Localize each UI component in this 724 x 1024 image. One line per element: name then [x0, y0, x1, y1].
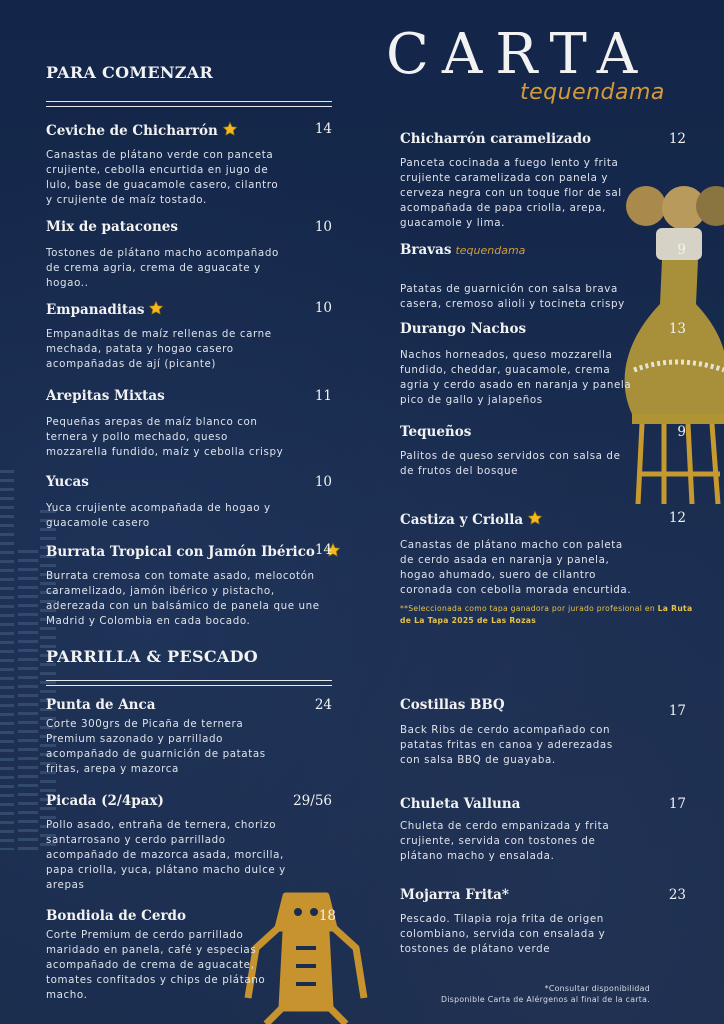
item-name: Arepitas Mixtas	[46, 388, 165, 404]
item-price: 23	[668, 887, 686, 903]
item-description: Panceta cocinada a fuego lento y frita crujiente caramelizada con panela y cerveza negra con un toque flor de sal acompañada de papa criolla, arepa, guacamole y lima.	[400, 157, 622, 229]
item-price: 12	[668, 510, 686, 526]
item-name: Yucas	[46, 474, 89, 490]
item-description: Chuleta de cerdo empanizada y frita crujiente, servida con tostones de plátano macho y ensalada.	[400, 820, 610, 862]
item-description: Patatas de guarnición con salsa brava casera, cremoso alioli y tocineta crispy	[400, 283, 625, 310]
item-price: 11	[314, 388, 332, 404]
item-name: Mix de patacones	[46, 219, 178, 235]
item-price: 18	[318, 908, 336, 924]
footnote	[441, 983, 650, 1005]
item-description: Yuca crujiente acompañada de hogao y guacamole casero	[46, 502, 271, 529]
allergens-note: Disponible Carta de Alérgenos al final de la carta.	[440, 995, 650, 1004]
item-name: Bondiola de Cerdo	[46, 908, 186, 924]
item-price: 17	[668, 796, 686, 812]
item-description: Corte Premium de cerdo parrillado maridado en panela, café y especias acompañado de crema de aguacate, tomates confitados y chips de plátano macho.	[46, 929, 266, 1001]
item-price: 29/56	[293, 793, 332, 809]
item-name: Costillas BBQ	[400, 697, 505, 713]
section-title-para-comenzar: PARA COMENZAR	[46, 63, 214, 82]
item-price: 9	[677, 242, 686, 258]
item-price: 10	[314, 219, 332, 235]
star-icon	[148, 300, 164, 316]
item-description: Pescado. Tilapia roja frita de origen colombiano, servida con ensalada y tostones de plátano verde	[400, 913, 606, 955]
item-description: Corte 300grs de Picaña de ternera Premium sazonado y parrillado acompañado de guarnición de patatas fritas, arepa y mazorca	[46, 718, 266, 775]
award-note: **Seleccionada como tapa ganadora por jurado profesional en La Ruta de La Tapa 2025 de Las Rozas	[400, 604, 693, 625]
brand-subtitle: tequendama	[520, 80, 665, 105]
item-name: Picada (2/4pax)	[46, 793, 164, 809]
item-price: 14	[314, 121, 332, 137]
star-icon	[222, 121, 238, 137]
item-name: Chicharrón caramelizado	[400, 131, 592, 147]
item-description: Nachos horneados, queso mozzarella fundido, cheddar, guacamole, crema agria y cerdo asado en naranja y panela pico de gallo y jalapeños	[400, 349, 632, 406]
item-description: Canastas de plátano verde con panceta crujiente, cebolla encurtida en jugo de lulo, base de guacamole casero, cilantro y crujiente de maíz tostado.	[46, 149, 279, 206]
item-name: Tequeños	[400, 424, 472, 440]
section-divider	[46, 680, 332, 686]
item-description: Canastas de plátano macho con paleta de cerdo asada en naranja y panela, hogao ahumado, suero de cilantro coronada con cebolla morada encurtida.	[400, 539, 632, 596]
section-divider	[46, 101, 332, 107]
item-price: 9	[677, 424, 686, 440]
item-name: Burrata Tropical con Jamón Ibérico	[46, 542, 341, 560]
section-title-parrilla-pescado: PARRILLA & PESCADO	[46, 647, 259, 666]
item-description: Tostones de plátano macho acompañado de crema agria, crema de aguacate y hogao..	[46, 247, 279, 289]
item-price: 24	[314, 697, 332, 713]
star-icon	[527, 510, 543, 526]
menu-title: CARTA	[386, 22, 651, 87]
item-name: Chuleta Valluna	[400, 796, 521, 812]
item-description: Pequeñas arepas de maíz blanco con ternera y pollo mechado, queso mozzarella fundido, maíz y cebolla crispy	[46, 416, 284, 458]
item-name: Bravas tequendama	[400, 242, 526, 258]
item-price: 12	[668, 131, 686, 147]
item-description: Empanaditas de maíz rellenas de carne mechada, patata y hogao casero acompañadas de ají (picante)	[46, 328, 272, 370]
item-name: Mojarra Frita*	[400, 887, 509, 903]
item-name: Ceviche de Chicharrón	[46, 121, 238, 139]
bravas-brand-tag: tequendama	[455, 244, 526, 257]
item-description: Burrata cremosa con tomate asado, melocotón caramelizado, jamón ibérico y pistacho, aderezada con un balsámico de panela que une Madrid y Colombia en cada bocado.	[46, 570, 320, 627]
item-price: 13	[668, 321, 686, 337]
item-price: 17	[668, 703, 686, 719]
item-price: 10	[314, 474, 332, 490]
item-description: Pollo asado, entraña de ternera, chorizo santarrosano y cerdo parrillado acompañado de mazorca asada, morcilla, papa criolla, yuca, plátano macho dulce y arepas	[46, 819, 286, 891]
item-description: Back Ribs de cerdo acompañado con patatas fritas en canoa y aderezadas con salsa BBQ de guayaba.	[400, 724, 613, 766]
item-name: Castiza y Criolla	[400, 510, 543, 528]
item-price: 14	[314, 542, 332, 558]
item-description: Palitos de queso servidos con salsa de de frutos del bosque	[400, 450, 621, 477]
item-price: 10	[314, 300, 332, 316]
item-name: Punta de Anca	[46, 697, 156, 713]
item-name: Empanaditas	[46, 300, 164, 318]
availability-note: *Consultar disponibilidad	[544, 984, 650, 993]
item-name: Durango Nachos	[400, 321, 527, 337]
